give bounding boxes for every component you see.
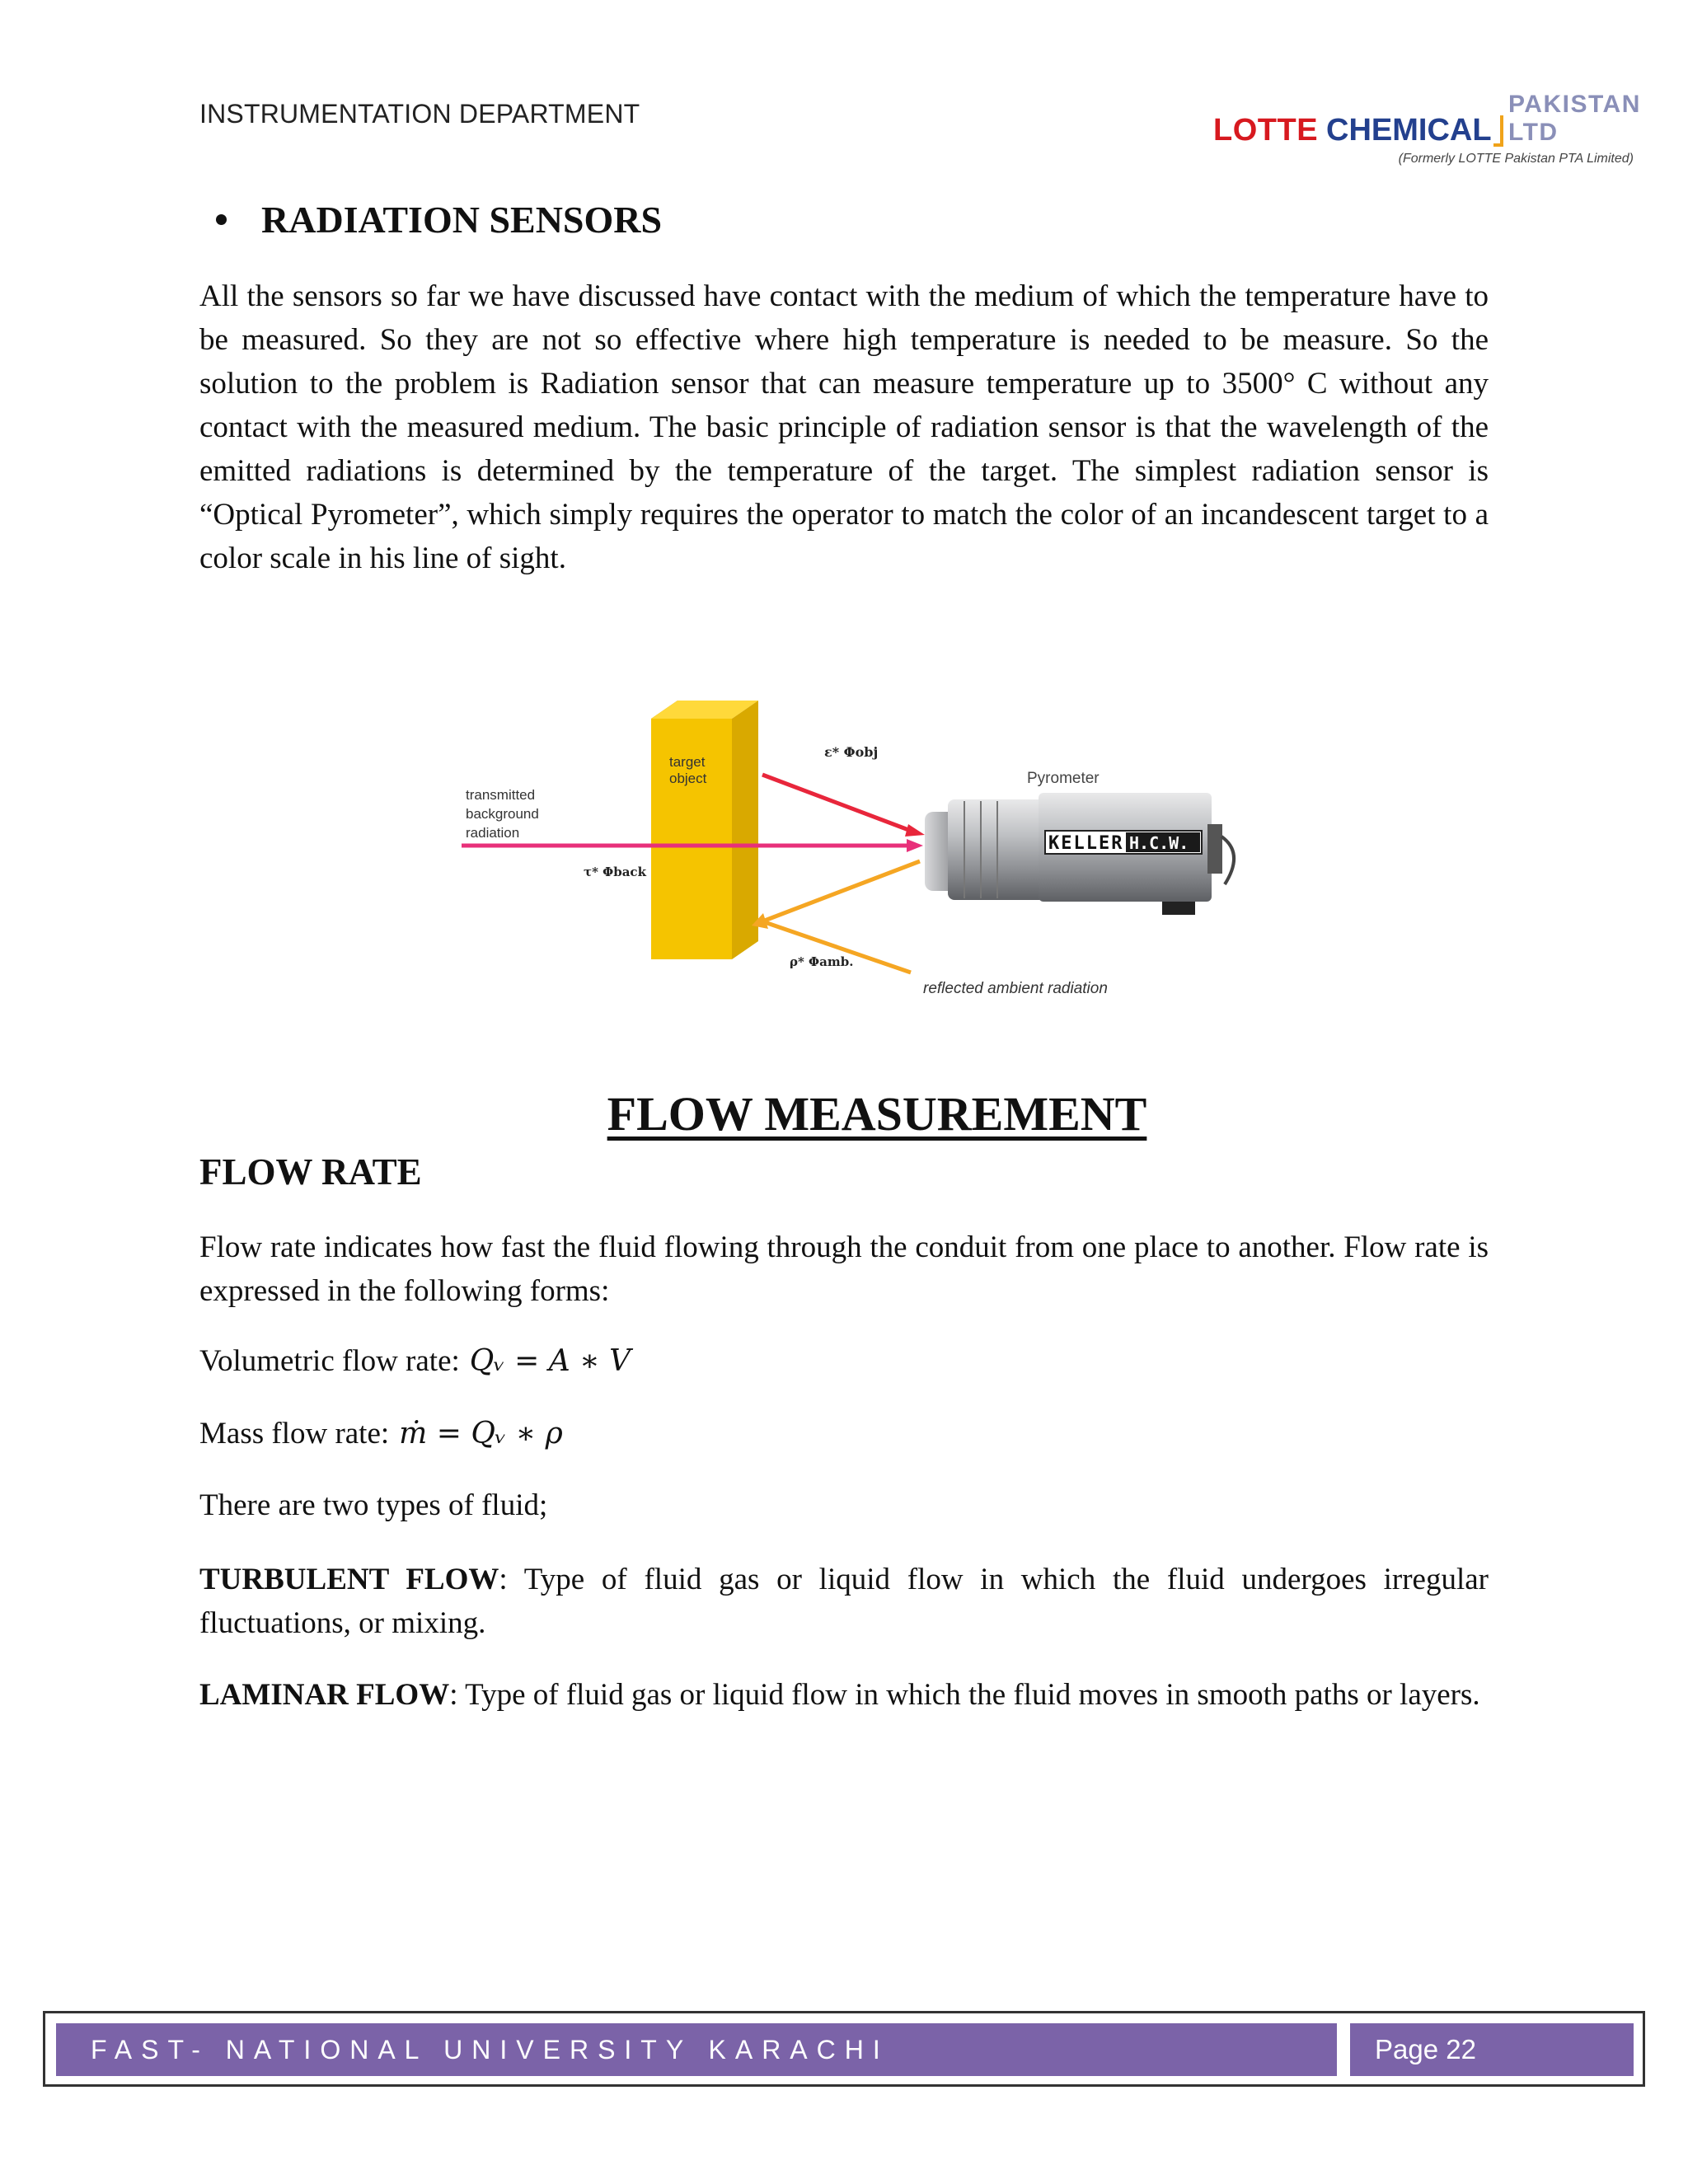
emitted-symbol-label: ε* Φobj [824, 744, 879, 760]
logo-bracket-mark [1493, 115, 1503, 147]
bullet-icon [216, 214, 227, 225]
mass-formula-line [199, 1416, 563, 1451]
radiation-paragraph-text: All the sensors so far we have discussed have contact with the medium of which the temperature have to be measured. So they are not so effective where high temperature is needed to be measure. So the solution to the problem is Radiation sensor that can measure temperature up to 3500° C without any contact with the measured medium. The basic principle of radiation sensor is that the wavelength of the emitted radiations is determined by the temperature of the target. The simplest radiation sensor is “Optical Pyrometer”, which simply requires the operator to match the color of an incandescent target to a color scale in his line of sight. [199, 279, 1489, 575]
footer-page-number: Page 22 [1350, 2023, 1634, 2076]
transmitted-label-line2: background [466, 806, 539, 822]
reflected-ambient-label: reflected ambient radiation [923, 980, 1108, 997]
flow-rate-heading: FLOW RATE [199, 1151, 422, 1193]
laminar-flow-paragraph [199, 1673, 1489, 1717]
emitted-radiation-arrow [762, 775, 911, 831]
reflected-radiation-arrow [762, 861, 920, 921]
pyrometer-label: Pyrometer [1027, 770, 1100, 787]
transmitted-arrowhead-icon [907, 839, 923, 852]
pyrometer-diagram [462, 701, 1393, 1014]
tau-symbol-label: τ* Φback [584, 865, 646, 879]
flow-intro-text: Flow rate indicates how fast the fluid flowing through the conduit from one place to another. Flow rate is expressed in the following forms: [199, 1230, 1489, 1308]
laminar-flow-text: : Type of fluid gas or liquid flow in which the fluid moves in smooth paths or layers. [449, 1678, 1480, 1712]
pyrometer-brand-text: KELLER [1048, 833, 1124, 854]
logo-formerly-text: (Formerly LOTTE Pakistan PTA Limited) [1398, 152, 1634, 166]
emitted-arrowhead-icon [905, 824, 925, 837]
logo-pakistan-text: PAKISTAN LTD [1508, 91, 1641, 146]
volumetric-label: Volumetric flow rate: [199, 1344, 460, 1378]
flow-measurement-title: FLOW MEASUREMENT [607, 1087, 1147, 1141]
logo-chemical-text: CHEMICAL [1326, 113, 1492, 148]
volumetric-formula: Qᵥ = A ∗ V [469, 1344, 631, 1378]
turbulent-flow-paragraph [199, 1558, 1489, 1645]
mass-formula: ṁ = Qᵥ ∗ ρ [399, 1417, 563, 1451]
target-label-line2: object [669, 771, 707, 786]
turbulent-flow-text: : Type of fluid gas or liquid flow in which the fluid undergoes irregular fluctuations, or mixing. [199, 1563, 1489, 1640]
radiation-heading-text: RADIATION SENSORS [261, 199, 663, 241]
company-logo [1213, 91, 1642, 166]
rho-symbol-label: ρ* Φamb. [790, 954, 854, 969]
footer-institution: FAST- NATIONAL UNIVERSITY KARACHI [56, 2023, 1337, 2076]
fluid-types-intro: There are two types of fluid; [199, 1488, 548, 1522]
target-label-line1: target [669, 754, 706, 770]
volumetric-formula-line [199, 1343, 631, 1379]
radiation-paragraph [199, 274, 1489, 580]
header-department: INSTRUMENTATION DEPARTMENT [199, 99, 640, 129]
flow-intro-paragraph [199, 1226, 1489, 1313]
turbulent-flow-term: TURBULENT FLOW [199, 1563, 499, 1596]
transmitted-label-line3: radiation [466, 825, 520, 841]
transmitted-label-line1: transmitted [466, 787, 536, 803]
logo-lotte-text: LOTTE [1213, 113, 1319, 148]
pyrometer-brand-suffix: H.C.W. [1129, 833, 1189, 853]
mass-label: Mass flow rate: [199, 1417, 390, 1451]
target-object-block [651, 701, 758, 959]
radiation-heading [216, 198, 662, 241]
laminar-flow-term: LAMINAR FLOW [199, 1678, 450, 1712]
pyrometer-device [925, 793, 1234, 915]
